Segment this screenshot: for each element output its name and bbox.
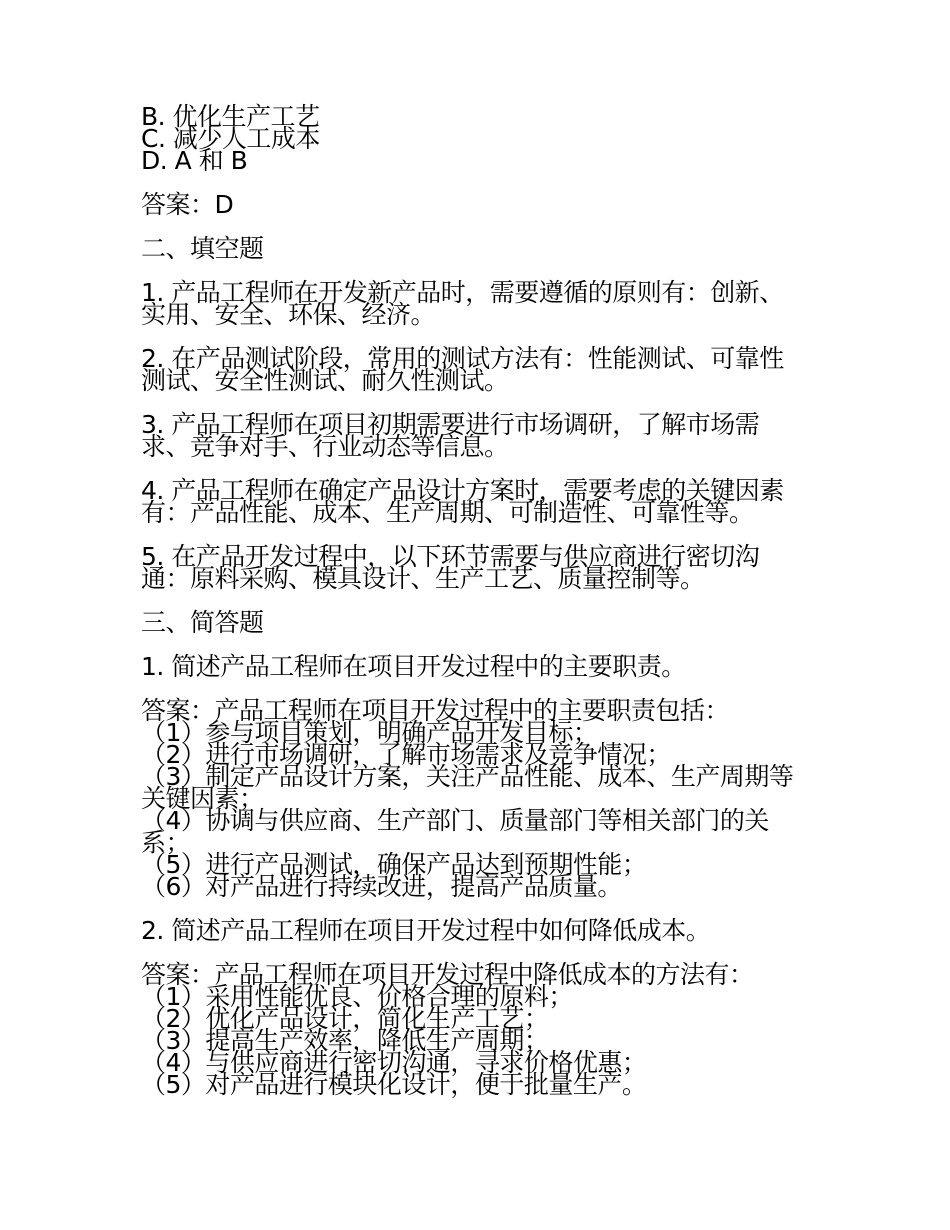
- answer-line: 系；: [141, 828, 191, 857]
- answer-line: 答案：产品工程师在项目开发过程中降低成本的方法有：: [141, 960, 754, 989]
- fill-in-item-3: [141, 410, 821, 461]
- option-b: B. 优化生产工艺: [141, 102, 320, 131]
- answer-line: （4）协调与供应商、生产部门、质量部门等相关部门的关: [141, 806, 769, 835]
- section-heading-fill-in: [141, 234, 821, 263]
- fill-in-item-2: [141, 344, 821, 395]
- fill-in-item-4: [141, 476, 821, 527]
- option-d: D. A 和 B: [141, 146, 248, 175]
- fill-in-item-5: [141, 542, 821, 593]
- answer-line: [141, 190, 821, 219]
- answer-1: [141, 696, 821, 901]
- answer-line: （3）提高生产效率，降低生产周期；: [141, 1026, 549, 1055]
- answer-line: （5）对产品进行模块化设计，便于批量生产。: [141, 1070, 647, 1099]
- paragraph-line: 4. 产品工程师在确定产品设计方案时，需要考虑的关键因素: [141, 476, 784, 505]
- answer-line: （1）采用性能优良、价格合理的原料；: [141, 982, 573, 1011]
- answer-line: 答案：产品工程师在项目开发过程中的主要职责包括：: [141, 696, 730, 725]
- paragraph-line: 1. 产品工程师在开发新产品时，需要遵循的原则有：创新、: [141, 278, 784, 307]
- question-1: [141, 652, 821, 681]
- answer-2: [141, 960, 821, 1099]
- paragraph-line: 有：产品性能、成本、生产周期、可制造性、可靠性等。: [141, 498, 754, 527]
- paragraph-line: 测试、安全性测试、耐久性测试。: [141, 366, 509, 395]
- paragraph-line: 5. 在产品开发过程中，以下环节需要与供应商进行密切沟: [141, 542, 760, 571]
- option-c: C. 减少人工成本: [141, 124, 320, 153]
- question-2-text: 2. 简述产品工程师在项目开发过程中如何降低成本。: [141, 916, 711, 945]
- answer-line: （6）对产品进行持续改进，提高产品质量。: [141, 872, 622, 901]
- answer-line: 关键因素；: [141, 784, 264, 813]
- paragraph-line: 3. 产品工程师在项目初期需要进行市场调研，了解市场需: [141, 410, 760, 439]
- fill-in-item-1: [141, 278, 821, 329]
- answer-line: （4）与供应商进行密切沟通，寻求价格优惠；: [141, 1048, 647, 1077]
- answer-line: （1）参与项目策划，明确产品开发目标；: [141, 718, 598, 747]
- section-heading-short-answer: [141, 608, 821, 637]
- document-page: [141, 102, 821, 1118]
- question-1-text: 1. 简述产品工程师在项目开发过程中的主要职责。: [141, 652, 686, 681]
- question-2: [141, 916, 821, 945]
- section-2-heading: 二、填空题: [141, 234, 264, 263]
- paragraph-line: 2. 在产品测试阶段，常用的测试方法有：性能测试、可靠性: [141, 344, 784, 373]
- paragraph-line: 通：原料采购、模具设计、生产工艺、质量控制等。: [141, 564, 705, 593]
- answer-line: （5）进行产品测试，确保产品达到预期性能；: [141, 850, 647, 879]
- paragraph-line: 实用、安全、环保、经济。: [141, 300, 436, 329]
- section-3-heading: 三、简答题: [141, 608, 264, 637]
- answer-line: （3）制定产品设计方案，关注产品性能、成本、生产周期等: [141, 762, 794, 791]
- paragraph-line: 求、竞争对手、行业动态等信息。: [141, 432, 509, 461]
- answer-options: [141, 102, 821, 175]
- answer-text: 答案：D: [141, 190, 234, 219]
- answer-line: （2）优化产品设计，简化生产工艺；: [141, 1004, 549, 1033]
- answer-line: （2）进行市场调研，了解市场需求及竞争情况；: [141, 740, 671, 769]
